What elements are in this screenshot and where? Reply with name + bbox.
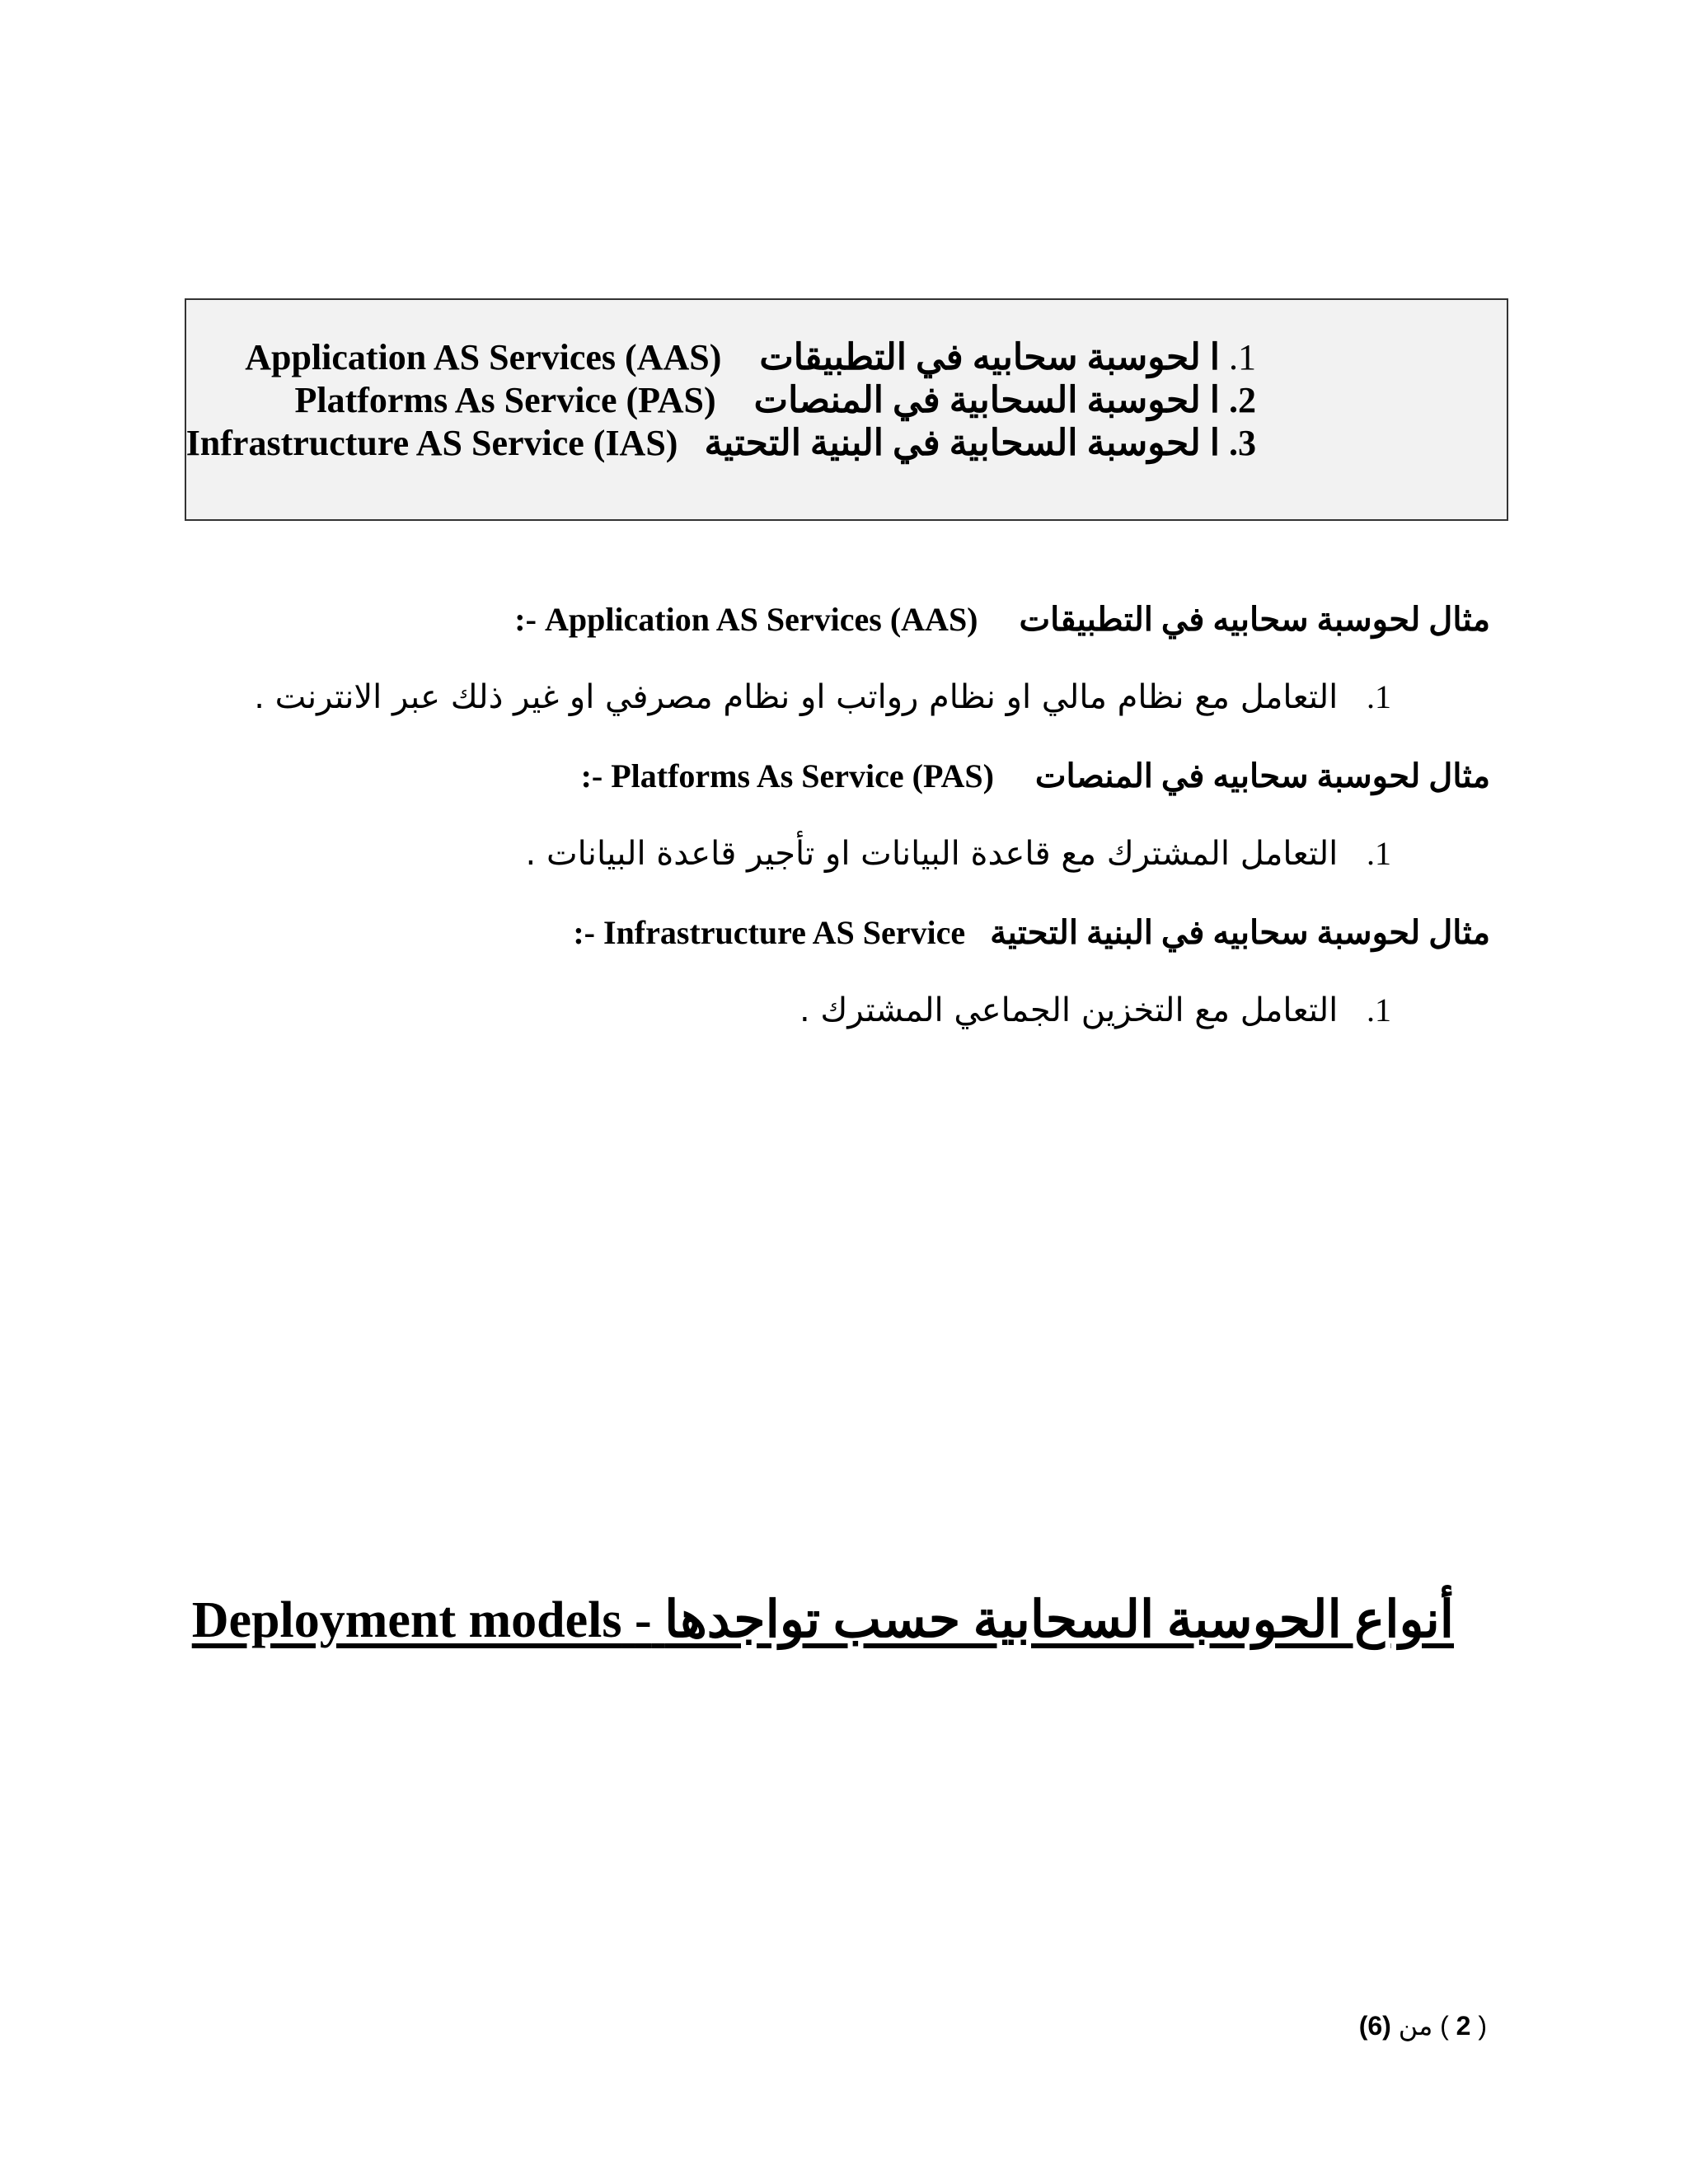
section-item-text: التعامل المشترك مع قاعدة البيانات او تأجير قاعدة البيانات .	[525, 835, 1339, 873]
section-item-ias	[799, 991, 1391, 1030]
section-heading-english: Application AS Services (AAS)	[544, 601, 978, 638]
page-title-separator: -	[635, 1592, 652, 1648]
page-number-close: )	[1440, 2011, 1449, 2041]
section-item-number: 1.	[1367, 835, 1391, 872]
summary-item-english: Platforms As Service (PAS)	[294, 380, 716, 420]
section-heading-end: :-	[580, 757, 603, 794]
section-heading-arabic: مثال لحوسبة سحابيه في التطبيقات	[1019, 601, 1490, 638]
section-heading-english: Infrastructure AS Service	[603, 914, 966, 951]
section-item-number: 1.	[1367, 678, 1391, 715]
section-heading-aas	[514, 600, 1490, 640]
section-heading-end: :-	[573, 914, 595, 951]
page-title-english: Deployment models	[191, 1592, 622, 1648]
summary-item-number: 1.	[1229, 337, 1256, 377]
section-item-number: 1.	[1367, 991, 1391, 1029]
section-heading-arabic: مثال لحوسبة سحابيه في المنصات	[1034, 757, 1490, 794]
section-heading-end: :-	[514, 601, 537, 638]
summary-item-english: Application AS Services (AAS)	[245, 337, 722, 377]
summary-item-arabic: ا لحوسبة سحابيه في التطبيقات	[759, 337, 1220, 377]
section-heading-english: Platforms As Service (PAS)	[611, 757, 994, 794]
page-title	[191, 1589, 1454, 1652]
summary-item-number: 3.	[1229, 423, 1256, 463]
page-number-open: (	[1478, 2011, 1487, 2041]
summary-item-arabic: ا لحوسبة السحابية في البنية التحتية	[704, 423, 1220, 463]
section-item-pas	[526, 834, 1391, 874]
section-item-text: التعامل مع التخزين الجماعي المشترك .	[799, 991, 1339, 1029]
summary-item-english: Infrastructure AS Service (IAS)	[185, 423, 678, 463]
page-number-of: من	[1398, 2011, 1433, 2041]
page-number-total: (6)	[1358, 2011, 1391, 2041]
page-title-arabic: أنواع الحوسبة السحابية حسب تواجدها	[664, 1592, 1454, 1648]
summary-item-1	[245, 336, 1256, 379]
section-heading-arabic: مثال لحوسبة سحابيه في البنية التحتية	[990, 914, 1490, 951]
summary-item-3	[186, 422, 1256, 465]
page-number-current: 2	[1456, 2011, 1471, 2041]
section-item-text: التعامل مع نظام مالي او نظام رواتب او نظام مصرفي او غير ذلك عبر الانترنت .	[254, 678, 1339, 716]
summary-item-number: 2.	[1229, 380, 1256, 420]
section-heading-pas	[581, 757, 1490, 796]
page-number	[1359, 2009, 1487, 2042]
summary-box	[185, 298, 1508, 521]
summary-item-arabic: ا لحوسبة السحابية في المنصات	[753, 380, 1220, 420]
summary-item-2	[295, 379, 1257, 422]
section-heading-ias	[573, 913, 1490, 953]
section-item-aas	[254, 677, 1391, 717]
